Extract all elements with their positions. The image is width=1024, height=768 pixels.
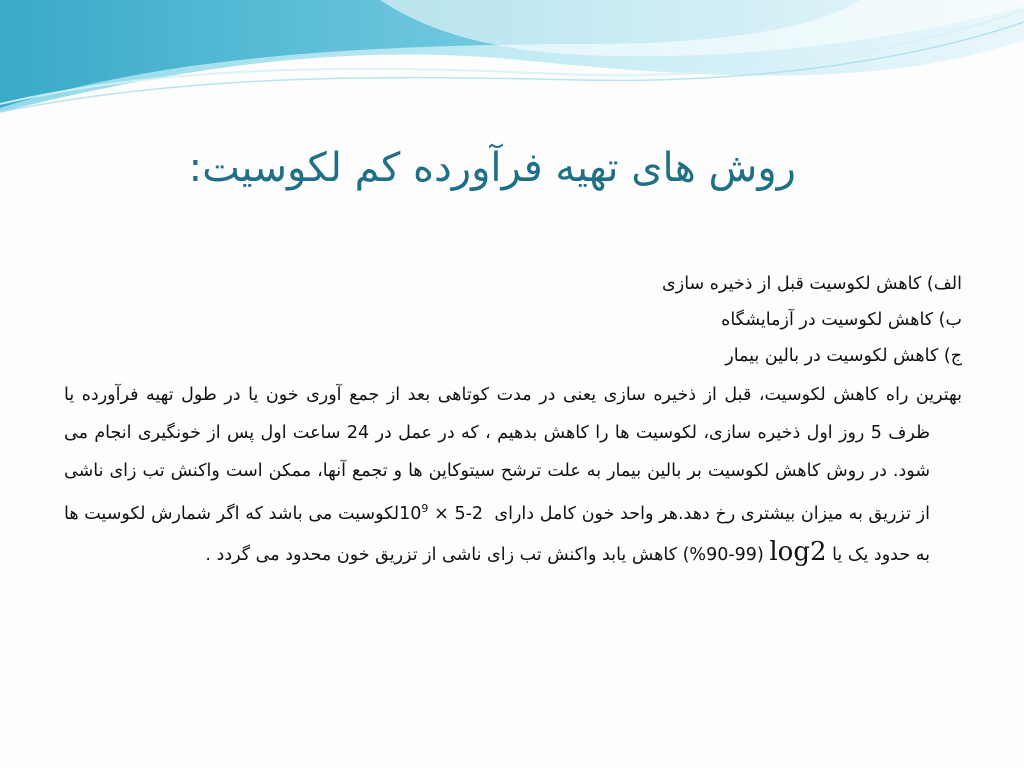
count-multiplier: × 5-2 bbox=[428, 503, 489, 524]
slide-title: روش های تهیه فرآورده کم لکوسیت: bbox=[188, 145, 796, 191]
paragraph-text-part1: بهترین راه کاهش لکوسیت، قبل از ذخیره سازی یعنی در مدت کوتاهی بعد از جمع آوری خون یا در طول تهیه فرآورده یا ظرف 5 روز اول ذخیره سازی، لکوسیت ها را کاهش بدهیم ، که در عمل در 24 ساعت اول پس از خونگیری انجام می شود. در روش کاهش لکوسیت بر بالین بیمار به علت ترشح سیتوکاین ها و تجمع آنها، ممکن است واکنش تب زای ناشی از تزریق به میزان بیشتری رخ دهد.هر واحد خون کامل دارای bbox=[64, 385, 962, 524]
wave-header-decoration bbox=[0, 0, 1024, 120]
list-item: ج) کاهش لکوسیت در بالین بیمار bbox=[725, 346, 962, 366]
slide-body bbox=[64, 266, 962, 591]
paragraph-text-part2: لکوسیت می باشد که اگر شمارش لکوسیت ها به حدود یک یا bbox=[64, 503, 930, 565]
list-item: الف) کاهش لکوسیت قبل از ذخیره سازی bbox=[662, 274, 962, 294]
body-paragraph bbox=[64, 376, 962, 574]
list-item: ب) کاهش لکوسیت در آزمایشگاه bbox=[721, 310, 962, 330]
paragraph-text-part3: (99-90%) کاهش یابد واکنش تب زای ناشی از تزریق خون محدود می گردد . bbox=[205, 544, 770, 565]
log-reduction: log2 bbox=[769, 536, 827, 567]
count-base: 10 bbox=[399, 503, 422, 524]
leukocyte-count bbox=[399, 504, 489, 524]
count-exponent: 9 bbox=[421, 502, 429, 515]
